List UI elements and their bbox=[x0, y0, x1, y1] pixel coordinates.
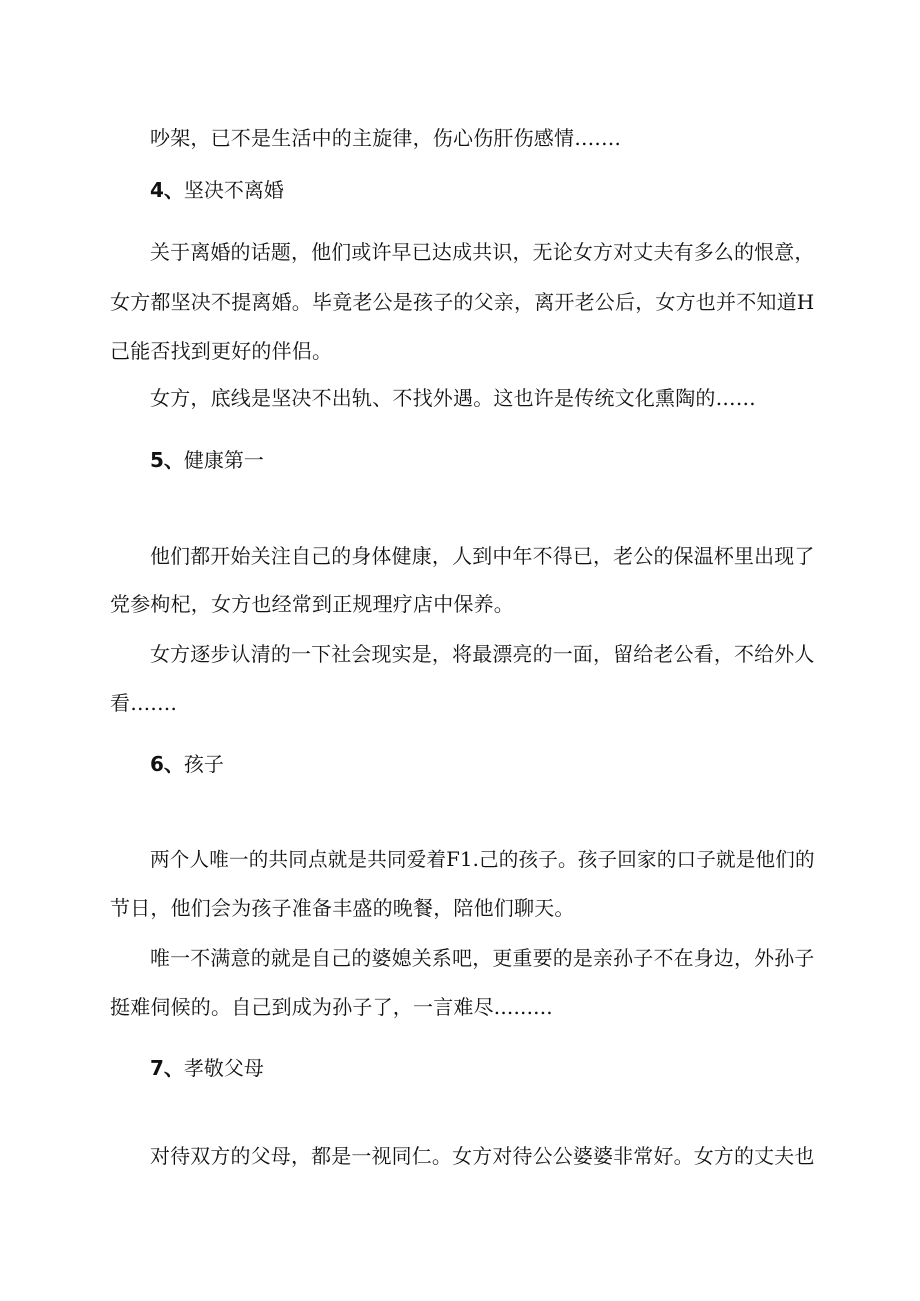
section-title: 孝敬父母 bbox=[183, 1056, 264, 1080]
section-heading-6 bbox=[150, 749, 224, 779]
paragraph-line: 党参枸杞，女方也经常到正规理疗店中保养。 bbox=[110, 592, 514, 616]
paragraph-line: 女方逐步认清的一下社会现实是，将最漂亮的一面，留给老公看，不给外人 bbox=[150, 642, 815, 666]
section-title: 孩子 bbox=[183, 752, 224, 776]
section-title: 坚决不离婚 bbox=[183, 178, 284, 202]
section-number: 4、 bbox=[150, 178, 184, 202]
paragraph-line: 己能否找到更好的伴侣。 bbox=[110, 339, 333, 363]
paragraph-line: 看….… bbox=[110, 691, 178, 715]
paragraph-line: 对待双方的父母，都是一视同仁。女方对待公公婆婆非常好。女方的丈夫也 bbox=[150, 1144, 815, 1168]
section-title: 健康第一 bbox=[183, 448, 264, 472]
paragraph-line: 女方都坚决不提离婚。毕竟老公是孩子的父亲，离开老公后，女方也并不知道H bbox=[110, 290, 815, 314]
section-number: 6、 bbox=[150, 752, 184, 776]
paragraph-line: 女方，底线是坚决不出轨、不找外遇。这也许是传统文化熏陶的…… bbox=[150, 386, 756, 410]
section-heading-7 bbox=[150, 1053, 264, 1083]
paragraph-line: 关于离婚的话题，他们或许早已达成共识，无论女方对丈夫有多么的恨意， bbox=[150, 240, 815, 264]
paragraph-line: 两个人唯一的共同点就是共同爱着F1.己的孩子。孩子回家的口子就是他们的 bbox=[150, 848, 815, 871]
section-number: 5、 bbox=[150, 448, 184, 472]
paragraph-line: 唯一不满意的就是自己的婆媳关系吧，更重要的是亲孙子不在身边，外孙子 bbox=[150, 946, 815, 970]
paragraph-line: 节日，他们会为孩子准备丰盛的晚餐，陪他们聊天。 bbox=[110, 896, 575, 920]
section-number: 7、 bbox=[150, 1056, 184, 1080]
paragraph-line: 挺难伺候的。自己到成为孙子了，一言难尽......... bbox=[110, 995, 553, 1019]
section-heading-4 bbox=[150, 175, 284, 205]
section-heading-5 bbox=[150, 445, 264, 475]
intro-paragraph: 吵架，已不是生活中的主旋律，伤心伤肝伤感情….… bbox=[150, 126, 622, 150]
paragraph-line: 他们都开始关注自己的身体健康，人到中年不得已，老公的保温杯里出现了 bbox=[150, 544, 815, 568]
